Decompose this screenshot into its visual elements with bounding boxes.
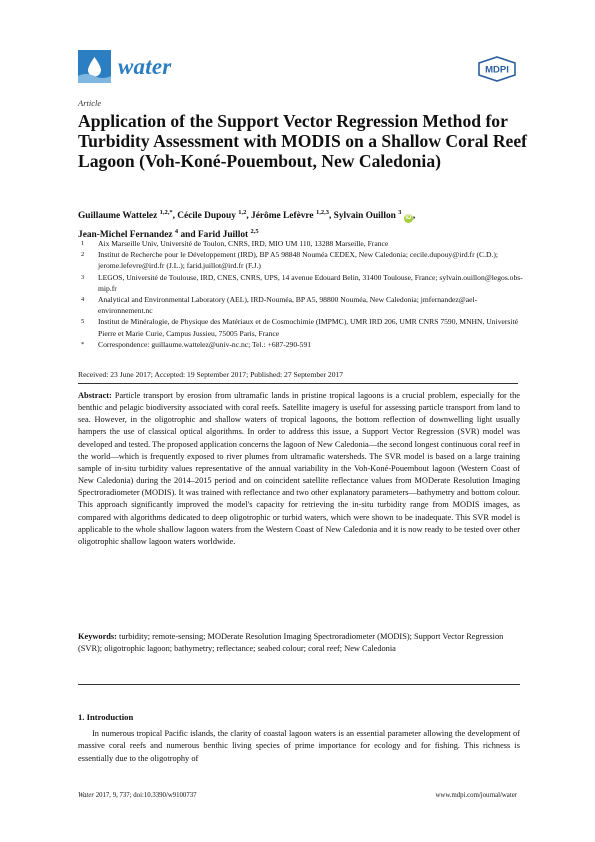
abstract xyxy=(78,390,520,548)
abstract-text: Particle transport by erosion from ultramafic lands in pristine tropical lagoons is a crucial problem, especially for the benthic and pelagic biodiversity associated with coral reefs. Satellite imagery is useful for assessing particle transport from land to sea. However, in the oligotrophic and shallow waters of tropical lagoons, the bottom reflection of downwelling light usually hampers the use of classical optical algorithms. In order to address this issue, a Support Vector Regression (SVR) model was developed and tested. The proposed application concerns the lagoon of New Caledonia—the second longest continuous coral reef in the world—which is frequently exposed to river plumes from ultramafic watersheds. The SVR model is based on a large training sample of in-situ turbidity values representative of the annual variability in the Voh-Koné-Pouembout lagoon (Western Coast of New Caledonia) during the 2014–2015 period and on coincident satellite reflectance values from MODerate Resolution Imaging Spectroradiometer (MODIS). It was trained with reflectance and two other explanatory parameters—bathymetry and bottom colour. This approach significantly improved the model's capacity for retrieving the in-situ turbidity range from MODIS images, as compared with algorithms dedicated to deep oligotrophic or turbid waters, which were shown to be inadequate. This SVR model is applicable to the whole shallow lagoon waters from the Western Coast of New Caledonia and it is now ready to be tested over other oligotrophic shallow lagoon waters worldwide. xyxy=(78,391,520,546)
author-list: Guillaume Wattelez $^{1,2,*}$, Cécile Dupouy $^{1,2}$, Jérôme Lefèvre $^{1,2,3}$, Sylvain Ouillon $^3$ iD , Jean-Michel Fernandez $^4$ and Farid Juillot $^{2,5}$ xyxy=(78,209,416,241)
author-name: Jérôme Lefèvre xyxy=(251,211,314,222)
affiliation-number: 1 xyxy=(81,240,85,247)
footer-citation-text: 2017, 9, 737; doi:10.3390/w9100737 xyxy=(95,792,197,799)
author-name: Guillaume Wattelez xyxy=(78,211,158,222)
publication-dates: Received: 23 June 2017; Accepted: 19 September 2017; Published: 27 September 2017 xyxy=(78,370,518,384)
mdpi-logo xyxy=(477,56,517,87)
author-affil: 2,5 xyxy=(250,228,259,236)
paper-title: Application of the Support Vector Regression Method for Turbidity Assessment with MODIS on a Shallow Coral Reef Lagoon (Voh-Koné-Pouembout, New Caledonia) xyxy=(78,111,528,172)
water-drop-icon xyxy=(78,50,111,83)
affiliation-item xyxy=(78,272,528,294)
correspondence-text: Correspondence: guillaume.wattelez@univ-nc.nc; Tel.: +687-290-591 xyxy=(98,339,312,349)
affiliation-text: LEGOS, Université de Toulouse, IRD, CNES, CNRS, UPS, 14 avenue Edouard Belin, 31400 Toulouse, France; sylvain.ouillon@legos.obs-mip.fr xyxy=(98,272,523,293)
article-type: Article xyxy=(78,98,102,108)
author-name: Sylvain Ouillon xyxy=(333,211,396,222)
affiliation-item xyxy=(78,249,528,271)
journal-logo xyxy=(78,50,171,83)
author-name: Cécile Dupouy xyxy=(177,211,236,222)
keywords-label: Keywords: xyxy=(78,632,117,641)
author-affil: 1,2 xyxy=(238,209,247,216)
affiliation-number: 3 xyxy=(81,273,85,281)
keywords xyxy=(78,631,520,655)
affiliation-number: 4 xyxy=(81,296,85,304)
abstract-label: Abstract: xyxy=(78,391,112,400)
affiliation-text: Aix Marseille Univ, Université de Toulon, CNRS, IRD, MIO UM 110, 13288 Marseille, France xyxy=(98,239,389,248)
keywords-text: turbidity; remote-sensing; MODerate Resolution Imaging Spectroradiometer (MODIS); Support Vector Regression (SVR); oligotrophic lagoon; bathymetry; reflectance; seabed colour; coral reef; New Caledonia xyxy=(78,632,504,654)
section-heading: 1. Introduction xyxy=(78,712,134,722)
affiliation-number: 2 xyxy=(81,251,85,259)
affiliation-number: * xyxy=(81,340,85,348)
publisher-name: MDPI xyxy=(485,64,509,76)
affiliation-item xyxy=(78,238,528,249)
section-divider xyxy=(78,684,520,685)
affiliation-number: 5 xyxy=(81,318,85,326)
author-affil: 3 xyxy=(398,209,402,216)
footer-url[interactable]: www.mdpi.com/journal/water xyxy=(435,792,517,799)
author-name: Jean-Michel Fernandez xyxy=(78,230,173,241)
affiliation-item xyxy=(78,294,528,316)
affiliation-item xyxy=(78,316,528,338)
affiliation-list xyxy=(78,238,528,350)
footer-citation xyxy=(78,792,197,799)
journal-name: water xyxy=(118,53,172,79)
affiliation-item xyxy=(78,339,528,350)
affiliation-text: Analytical and Environmental Laboratory (AEL), IRD-Nouméa, BP A5, 98800 Nouméa, New Caledonia; jmfernandez@ael-environnement.nc xyxy=(98,295,478,316)
author-affil: 4 xyxy=(174,228,179,236)
introduction-text: In numerous tropical Pacific islands, the clarity of coastal lagoon waters is an essential parameter allowing the development of massive coral reefs and numerous benthic living species of prime importance for ecology and for fishing. This richness is essentially due to the oligotrophy of xyxy=(78,729,520,763)
author-name: Farid Juillot xyxy=(197,230,249,241)
affiliation-text: Institut de Recherche pour le Développement (IRD), BP A5 98848 Nouméa CEDEX, New Caledonia; cecile.dupouy@ird.fr (C.D.); jerome.lefevre@ird.fr (J.L.); farid.juillot@ird.fr (F.J.) xyxy=(98,250,499,271)
orcid-icon[interactable]: iD xyxy=(405,215,412,222)
footer-journal: Water xyxy=(78,792,94,799)
affiliation-text: Institut de Minéralogie, de Physique des Matériaux et de Cosmochimie (IMPMC), UMR IRD 206, UMR CNRS 7590, MNHN, Université Pierre et Marie Curie, Campus Jussieu, 75005 Paris, France xyxy=(98,317,518,338)
author-affil: 1,2,3 xyxy=(315,209,329,216)
author-affil: 1,2,* xyxy=(159,209,173,216)
